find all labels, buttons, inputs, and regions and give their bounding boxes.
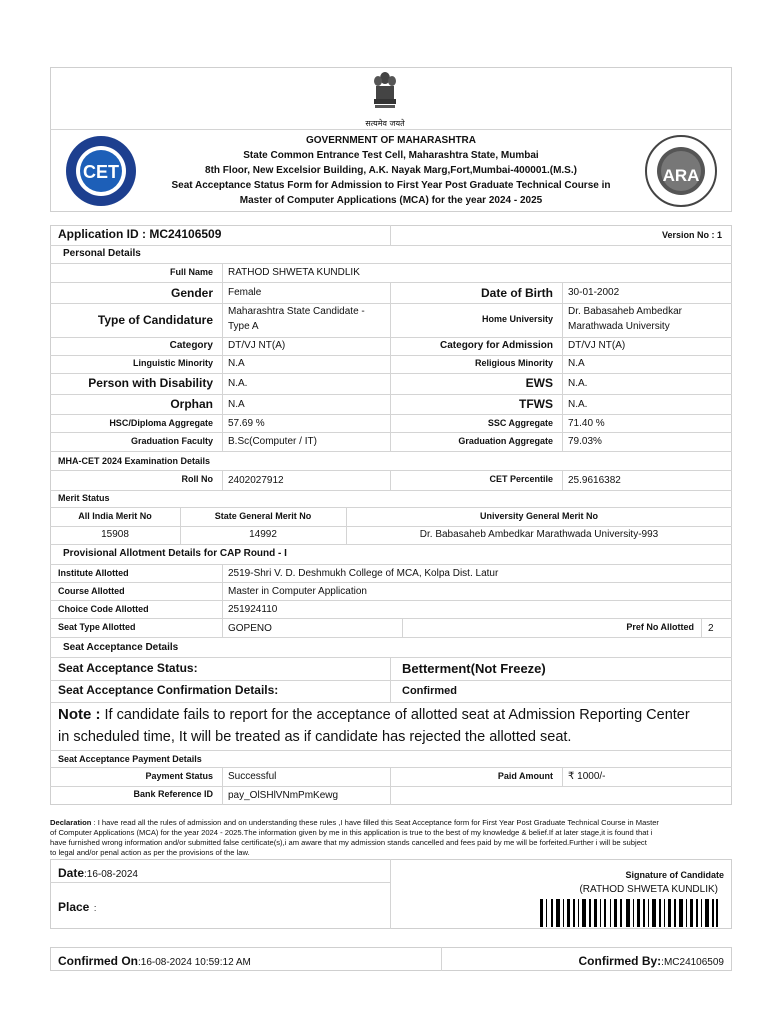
declaration-line-3: have furnished wrong information and/or submitted false certificate(s),i am aware that my admission stands cancelled and fees paid by me will be forfeited.Further i will be subject	[50, 838, 647, 847]
university-merit-header: University General Merit No	[479, 511, 599, 521]
place-line	[58, 898, 96, 916]
candidature-value-1: Maharashtra State Candidate -	[228, 306, 365, 317]
acceptance-status-label: Seat Acceptance Status:	[58, 661, 198, 675]
confirmed-on-value: :16-08-2024 10:59:12 AM	[138, 957, 251, 968]
state-merit-header: State General Merit No	[214, 511, 312, 521]
pref-no-label: Pref No Allotted	[626, 622, 694, 632]
full-name-label: Full Name	[169, 267, 213, 277]
pref-no-value: 2	[708, 623, 714, 634]
cet-logo-text: CET	[83, 162, 119, 182]
note-text-1: If candidate fails to report for the acceptance of allotted seat at Admission Reporting Center	[104, 707, 690, 723]
candidature-label: Type of Candidature	[97, 313, 213, 327]
tfws-value: N.A.	[568, 399, 588, 410]
exam-section-title: MHA-CET 2024 Examination Details	[58, 456, 211, 466]
cet-cell-logo-icon	[64, 134, 138, 208]
header-line-2: State Common Entrance Test Cell, Maharashtra State, Mumbai	[243, 150, 539, 161]
declaration-text-1: : I have read all the rules of admission and on understanding these rules ,I have filled this Seat Acceptance form for First Year Post Graduate Technical Course in Master	[91, 818, 659, 827]
gender-label: Gender	[170, 286, 213, 300]
date-label: Date	[58, 866, 85, 880]
note-label: Note :	[58, 706, 101, 723]
all-india-merit-header: All India Merit No	[78, 511, 152, 521]
disability-value: N.A.	[228, 378, 248, 389]
cet-percentile-value: 25.9616382	[568, 475, 621, 486]
linguistic-minority-value: N.A	[228, 358, 245, 369]
choice-code-label: Choice Code Allotted	[58, 604, 149, 614]
place-value: :	[93, 903, 97, 913]
note-line-2: in scheduled time, It will be treated as if candidate has rejected the allotted seat.	[58, 729, 572, 745]
dob-label: Date of Birth	[481, 286, 553, 300]
emblem-motto: सत्यमेव जयते	[365, 119, 405, 128]
home-university-value-1: Dr. Babasaheb Ambedkar	[568, 306, 682, 317]
cet-percentile-label: CET Percentile	[489, 474, 553, 484]
payment-status-value: Successful	[228, 771, 277, 782]
category-admission-label: Category for Admission	[440, 340, 553, 351]
paid-amount-label: Paid Amount	[497, 771, 553, 781]
course-value: Master in Computer Application	[228, 586, 367, 597]
national-emblem-icon	[370, 68, 400, 120]
choice-code-value: 251924110	[228, 604, 278, 615]
barcode-icon	[540, 899, 718, 927]
candidature-value-2: Type A	[228, 321, 259, 332]
bank-reference-value: pay_OlSHlVNmPmKewg	[228, 790, 339, 801]
seat-type-label: Seat Type Allotted	[58, 622, 136, 632]
acceptance-status-value: Betterment(Not Freeze)	[402, 661, 546, 676]
confirmed-on	[58, 952, 251, 970]
bank-reference-label: Bank Reference ID	[133, 789, 213, 799]
hsc-aggregate-label: HSC/Diploma Aggregate	[109, 418, 213, 428]
home-university-label: Home University	[481, 314, 553, 324]
confirmed-by-value: :MC24106509	[661, 957, 724, 968]
all-india-merit-value: 15908	[101, 529, 129, 540]
ews-label: EWS	[525, 376, 553, 390]
graduation-aggregate-value: 79.03%	[568, 436, 602, 447]
religious-minority-label: Religious Minority	[474, 358, 553, 368]
declaration-line-1	[50, 818, 659, 827]
date-value: :16-08-2024	[84, 869, 138, 880]
signature-name: (RATHOD SHWETA KUNDLIK)	[579, 884, 718, 895]
acceptance-section-title: Seat Acceptance Details	[63, 642, 179, 653]
course-label: Course Allotted	[58, 586, 125, 596]
place-label: Place	[58, 900, 90, 914]
orphan-label: Orphan	[170, 397, 213, 411]
header-line-3: 8th Floor, New Excelsior Building, A.K. Nayak Marg,Fort,Mumbai-400001.(M.S.)	[205, 165, 577, 176]
confirmed-by	[500, 952, 724, 970]
header-line-1: GOVERNMENT OF MAHARASHTRA	[306, 135, 476, 146]
application-id: Application ID : MC24106509	[58, 227, 222, 241]
signature-label: Signature of Candidate	[625, 870, 724, 880]
category-admission-value: DT/VJ NT(A)	[568, 340, 626, 351]
state-merit-value: 14992	[249, 529, 277, 540]
acceptance-confirmation-value: Confirmed	[402, 685, 457, 697]
religious-minority-value: N.A	[568, 358, 585, 369]
allotment-section-title: Provisional Allotment Details for CAP Round - I	[63, 548, 287, 559]
note-line-1	[58, 706, 690, 723]
home-university-value-2: Marathwada University	[568, 321, 670, 332]
header-line-4: Seat Acceptance Status Form for Admission to First Year Post Graduate Technical Course in	[171, 180, 611, 191]
ssc-aggregate-value: 71.40 %	[568, 418, 605, 429]
declaration-label: Declaration	[50, 818, 92, 827]
category-label: Category	[169, 340, 213, 351]
paid-amount-value: ₹ 1000/-	[568, 771, 606, 782]
dob-value: 30-01-2002	[568, 287, 620, 298]
university-merit-value: Dr. Babasaheb Ambedkar Marathwada University-993	[419, 529, 659, 540]
tfws-label: TFWS	[519, 397, 553, 411]
declaration-line-2: of Computer Applications (MCA) for the year 2024 - 2025.The information given by me in this application is true to the best of my knowledge & belief.If at later stage,it is found that i	[50, 828, 653, 837]
payment-status-label: Payment Status	[145, 771, 213, 781]
roll-no-label: Roll No	[181, 474, 213, 484]
gender-value: Female	[228, 287, 262, 298]
merit-section-title: Merit Status	[58, 493, 110, 503]
confirmed-by-label: Confirmed By:	[578, 954, 662, 968]
orphan-value: N.A	[228, 399, 245, 410]
ews-value: N.A.	[568, 378, 588, 389]
ssc-aggregate-label: SSC Aggregate	[487, 418, 553, 428]
full-name-value: RATHOD SHWETA KUNDLIK	[228, 267, 360, 278]
graduation-aggregate-label: Graduation Aggregate	[458, 436, 553, 446]
institute-label: Institute Allotted	[58, 568, 129, 578]
header-line-5: Master of Computer Applications (MCA) for the year 2024 - 2025	[239, 195, 543, 206]
payment-section-title: Seat Acceptance Payment Details	[58, 754, 202, 764]
date-line	[58, 864, 138, 882]
version-no: Version No : 1	[661, 230, 722, 240]
disability-label: Person with Disability	[88, 376, 213, 390]
linguistic-minority-label: Linguistic Minority	[133, 358, 213, 368]
seat-type-value: GOPENO	[228, 623, 272, 634]
ara-logo-text: ARA	[662, 166, 700, 185]
personal-section-title: Personal Details	[63, 248, 141, 259]
hsc-aggregate-value: 57.69 %	[228, 418, 265, 429]
declaration-line-4: to legal and/or penal action as per the provisions of the law.	[50, 848, 250, 857]
acceptance-confirmation-label: Seat Acceptance Confirmation Details:	[58, 683, 279, 697]
ara-logo-icon	[644, 134, 718, 208]
category-value: DT/VJ NT(A)	[228, 340, 286, 351]
graduation-faculty-label: Graduation Faculty	[130, 436, 213, 446]
graduation-faculty-value: B.Sc(Computer / IT)	[228, 436, 317, 447]
confirmed-on-label: Confirmed On	[58, 954, 138, 968]
roll-no-value: 2402027912	[228, 475, 284, 486]
institute-value: 2519-Shri V. D. Deshmukh College of MCA, Kolpa Dist. Latur	[228, 568, 499, 579]
